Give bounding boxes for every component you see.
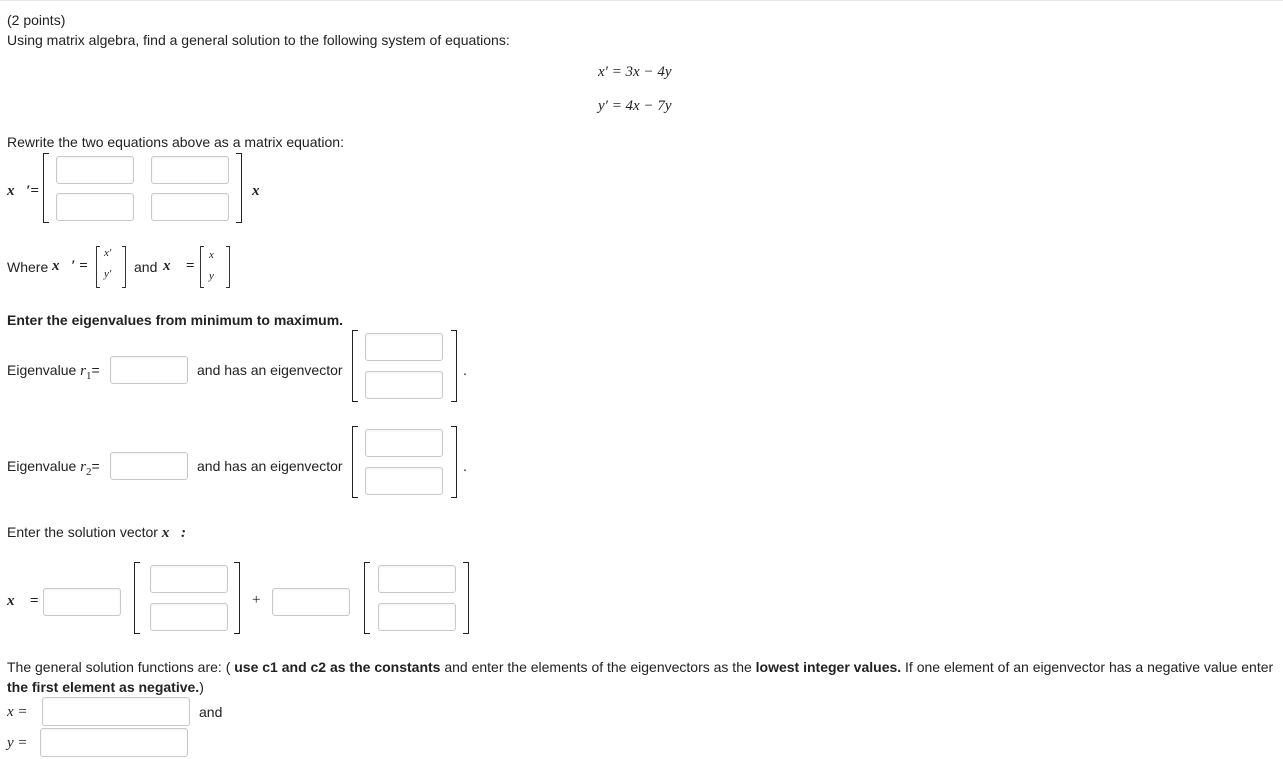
top-divider — [0, 0, 1283, 1]
solution-c1-input[interactable] — [43, 588, 121, 616]
where-left-bracket — [96, 246, 100, 288]
eigenvalue-2-input[interactable] — [110, 452, 188, 480]
matrix-a12-input[interactable] — [151, 156, 229, 184]
eigenvector-1-top-input[interactable] — [365, 333, 443, 361]
and-right-bracket — [226, 246, 230, 288]
where-entry-top: x′ — [104, 247, 112, 259]
eigenvector-2-top-input[interactable] — [365, 429, 443, 457]
general-solution-instructions: The general solution functions are: ( use c1 and c2 as the constants and enter the elements of the eigenvectors as the lowest integer values. If one element of an eigenvector has a negative value enter the first element as negative.) — [7, 659, 1274, 695]
equation-2: y′ = 4x − 7y — [598, 98, 672, 114]
where-right-bracket — [122, 246, 126, 288]
question-instruction: Using matrix algebra, find a general solution to the following system of equations: — [7, 32, 510, 48]
where-label: Where — [7, 259, 49, 275]
matrix-lhs: x⃗′= — [7, 183, 39, 199]
solution-v1-bottom-input[interactable] — [150, 603, 228, 631]
x-function-label: x = — [7, 704, 28, 720]
where-entry-bottom: y′ — [104, 268, 112, 280]
solution-v1-top-input[interactable] — [150, 565, 228, 593]
solution-v2-bottom-input[interactable] — [378, 603, 456, 631]
where-vector-lhs: x⃗′ = — [52, 258, 88, 274]
matrix-rhs-vector: x⃗ — [252, 183, 272, 199]
eigenvalue-2-label: Eigenvalue $r_2=$ — [7, 458, 100, 478]
equation-1: x′ = 3x − 4y — [598, 64, 672, 80]
plus-sign: + — [252, 592, 261, 608]
eigenvector-1-right-bracket — [451, 330, 457, 402]
matrix-prompt: Rewrite the two equations above as a matrix equation: — [7, 134, 344, 150]
y-function-label: y = — [7, 735, 28, 751]
eigenvalue-1-input[interactable] — [110, 356, 188, 384]
eigenvector-1-period: . — [463, 362, 467, 378]
eigenvector-2-right-bracket — [451, 426, 457, 498]
matrix-a22-input[interactable] — [151, 193, 229, 221]
eigenvector-2-left-bracket — [352, 426, 358, 498]
solution-prompt: Enter the solution vector x⃗: — [7, 524, 187, 541]
solution-lhs: x⃗ = — [7, 593, 39, 609]
eigenvector-2-bottom-input[interactable] — [365, 467, 443, 495]
matrix-a21-input[interactable] — [56, 193, 134, 221]
solution-v2-left-bracket — [364, 562, 370, 634]
matrix-a11-input[interactable] — [56, 156, 134, 184]
and-left-bracket — [200, 246, 204, 288]
and-between-functions: and — [199, 704, 223, 720]
and-vector-lhs: x⃗ = — [163, 258, 195, 274]
eigenvalue-1-label: Eigenvalue $r_1=$ — [7, 362, 100, 382]
eigenvector-2-period: . — [463, 458, 467, 474]
and-entry-bottom: y — [209, 270, 214, 282]
x-function-input[interactable] — [42, 697, 190, 726]
solution-c2-input[interactable] — [272, 588, 350, 616]
eigenvector-1-left-bracket — [352, 330, 358, 402]
eigenvector-1-bottom-input[interactable] — [365, 371, 443, 399]
eigenvector-2-label: and has an eigenvector — [197, 458, 343, 474]
solution-v1-left-bracket — [134, 562, 140, 634]
solution-v1-right-bracket — [234, 562, 240, 634]
y-function-input[interactable] — [40, 728, 188, 757]
and-entry-top: x — [209, 249, 214, 261]
solution-v2-right-bracket — [463, 562, 469, 634]
matrix-right-bracket — [236, 153, 242, 223]
points-label: (2 points) — [7, 12, 66, 28]
solution-v2-top-input[interactable] — [378, 565, 456, 593]
eigen-prompt: Enter the eigenvalues from minimum to maximum. — [7, 312, 344, 328]
and-label: and — [134, 259, 158, 275]
matrix-left-bracket — [43, 153, 49, 223]
eigenvector-1-label: and has an eigenvector — [197, 362, 343, 378]
